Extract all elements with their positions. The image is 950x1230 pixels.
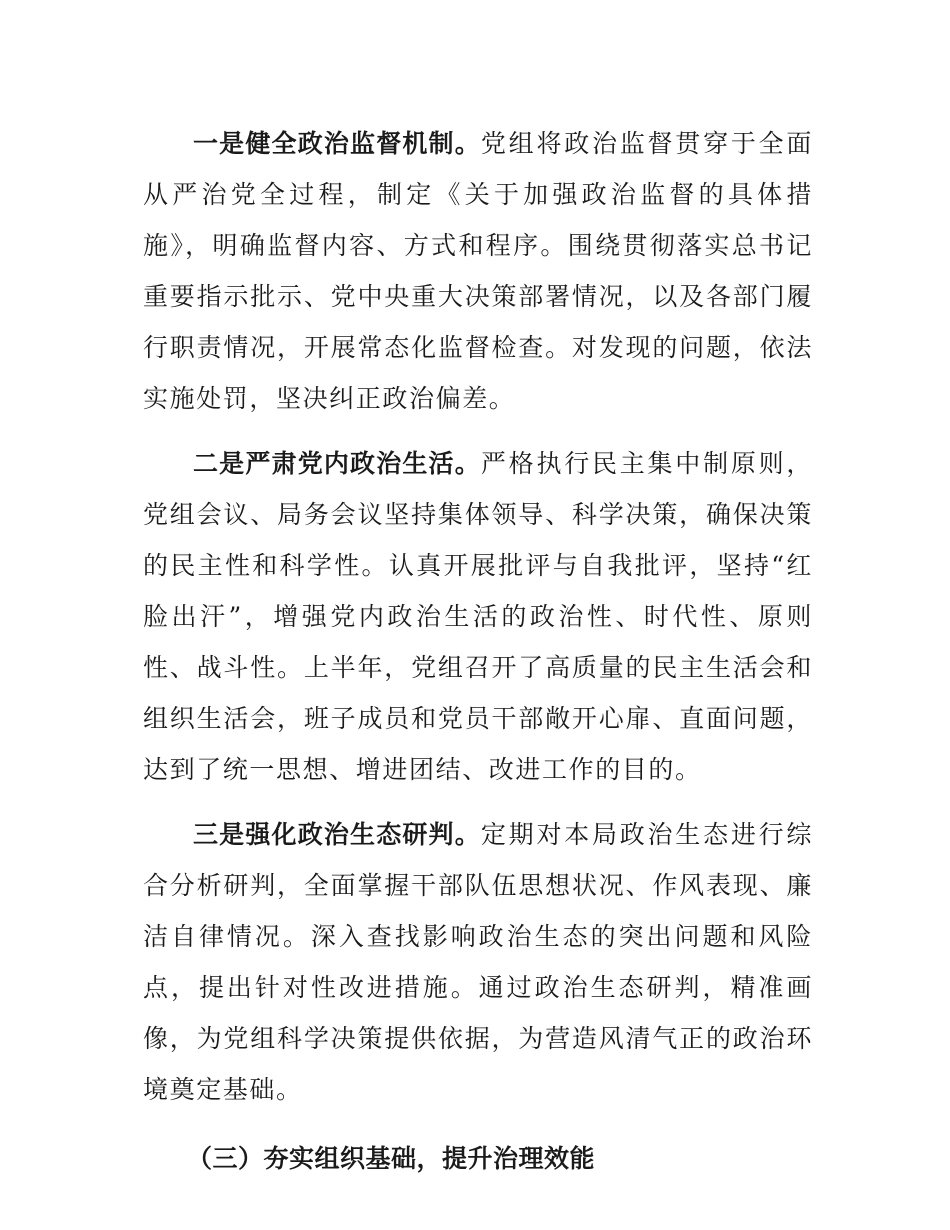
- paragraph-lead: 三是强化政治生态研判。: [193, 820, 481, 849]
- paragraph-political-supervision: [143, 118, 813, 424]
- paragraph-political-ecology: [143, 809, 813, 1115]
- paragraph-party-political-life: [143, 438, 813, 795]
- paragraph-body: 定期对本局政治生态进行综合分析研判，全面掌握干部队伍思想状况、作风表现、廉洁自律情况。深入查找影响政治生态的突出问题和风险点，提出针对性改进措施。通过政治生态研判，精准画像，为党组科学决策提供依据，为营造风清气正的政治环境奠定基础。: [143, 820, 813, 1104]
- paragraph-lead: 二是严肃党内政治生活。: [193, 449, 481, 478]
- section-heading: （三）夯实组织基础，提升治理效能: [187, 1144, 596, 1173]
- paragraph-body: 党组将政治监督贯穿于全面从严治党全过程，制定《关于加强政治监督的具体措施》，明确监督内容、方式和程序。围绕贯彻落实总书记重要指示批示、党中央重大决策部署情况，以及各部门履行职责情况，开展常态化监督检查。对发现的问题，依法实施处罚，坚决纠正政治偏差。: [143, 129, 813, 413]
- paragraph-lead: 一是健全政治监督机制。: [193, 129, 481, 158]
- document-page: [143, 118, 813, 1184]
- paragraph-body: 严格执行民主集中制原则，党组会议、局务会议坚持集体领导、科学决策，确保决策的民主性和科学性。认真开展批评与自我批评，坚持“红脸出汗”，增强党内政治生活的政治性、时代性、原则性、战斗性。上半年，党组召开了高质量的民主生活会和组织生活会，班子成员和党员干部敞开心扉、直面问题，达到了统一思想、增进团结、改进工作的目的。: [143, 449, 813, 784]
